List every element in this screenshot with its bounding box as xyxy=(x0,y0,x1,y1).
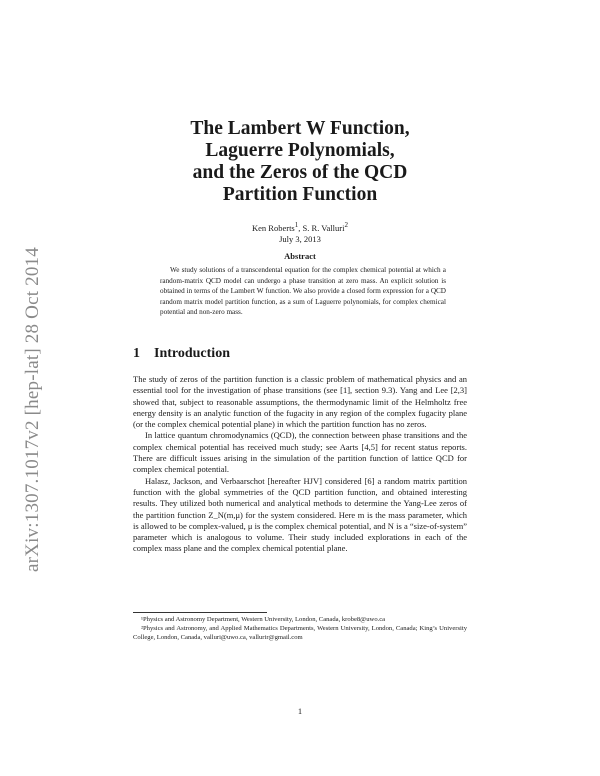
section-number: 1 xyxy=(133,346,140,361)
footnote-rule xyxy=(133,612,267,613)
paragraph: Halasz, Jackson, and Verbaarschot [hereafter HJV] considered [6] a random matrix partition function with the global symmetries of the QCD partition function, and obtained interesting results. They utilized both numerical and analytical methods to determine the Yang-Lee zeros of the partition function Z_N(m,μ) for the system considered. Here m is the mass parameter, which is allowed to be complex-valued, μ is the complex chemical potential, and N is a “size-of-system” parameter which is analogous to volume. Their study included explorations in each of the complex mass plane and the complex chemical potential plane. xyxy=(133,475,467,554)
footnote: ¹Physics and Astronomy Department, Western University, London, Canada, krobe8@uwo.ca xyxy=(141,616,386,623)
footnote: ²Physics and Astronomy, and Applied Mathematics Departments, Western University, London, Canada; King’s University College, London, Canada, valluri@uwo.ca, vallurir@gmail.com xyxy=(133,625,467,641)
author-name: S. R. Valluri xyxy=(302,222,345,233)
author-block xyxy=(130,220,470,245)
page-number: 1 xyxy=(297,706,303,716)
title-line: The Lambert W Function, xyxy=(190,118,410,139)
footnote-marker: 1 xyxy=(294,221,299,229)
title-line: Partition Function xyxy=(222,184,378,205)
paper-date: July 3, 2013 xyxy=(279,233,321,244)
abstract-text: We study solutions of a transcendental equation for the complex chemical potential at which a random-matrix QCD model can undergo a phase transition at zero mass. An explicit solution is obtained in terms of the Lambert W function. We also provide a closed form expression for a QCD random matrix model partition function, as a sum of Laguerre polynomials, for complex chemical potential and non-zero mass. xyxy=(160,266,446,316)
abstract-heading: Abstract xyxy=(284,251,316,261)
footnote-marker: 2 xyxy=(344,221,348,229)
paragraph: The study of zeros of the partition function is a classic problem of mathematical physics and an essential tool for the investigation of phase transitions (see [1], section 9.3). Yang and Lee [2,3] showed that, subject to reasonable assumptions, the thermodynamic limit of the Helmholtz free energy density is an analytic function of the fugacity in any region of the complex fugacity plane (or the complex chemical potential plane) in which the partition function has no zeros. xyxy=(133,374,467,430)
paragraph: In lattice quantum chromodynamics (QCD), the connection between phase transitions and the complex chemical potential has received much study; see Aarts [4,5] for recent status reports. There are difficult issues arising in the simulation of the partition function of lattice QCD for complex chemical potential. xyxy=(133,430,467,475)
section-heading xyxy=(133,346,230,362)
author-separator: , xyxy=(298,222,303,233)
author-line xyxy=(130,220,470,234)
body-text xyxy=(133,374,467,555)
author-name: Ken Roberts xyxy=(252,222,295,233)
footnotes xyxy=(133,615,467,642)
paper-title xyxy=(130,118,470,206)
title-line: Laguerre Polynomials, xyxy=(205,140,395,161)
section-title: Introduction xyxy=(154,346,230,361)
title-line: and the Zeros of the QCD xyxy=(192,162,408,183)
arxiv-identifier: arXiv:1307.1017v2 [hep-lat] 28 Oct 2014 xyxy=(22,247,43,572)
